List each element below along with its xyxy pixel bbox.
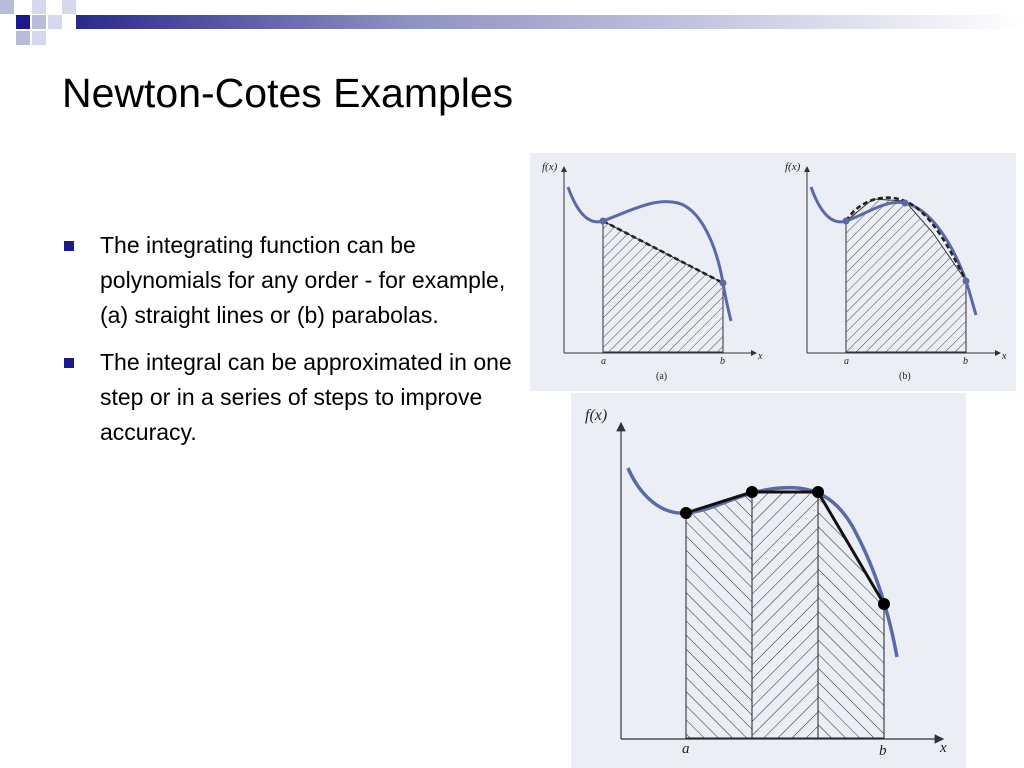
panel-b (785, 161, 1007, 382)
figure-multiple-segments (571, 393, 966, 768)
bullet-list (62, 228, 532, 462)
segment-2 (752, 492, 818, 738)
node-point (902, 200, 909, 207)
bullet-text: The integral can be approximated in one step or in a series of steps to improve accuracy. (100, 349, 512, 445)
header-decoration (0, 0, 1024, 50)
node-point (963, 278, 970, 285)
a-label: a (844, 356, 849, 367)
caption-a: (a) (656, 371, 668, 382)
b-label: b (720, 356, 725, 367)
bullet-item (62, 345, 532, 450)
bullet-text: The integrating function can be polynomials for any order - for example, (a) straight lines or (b) parabolas. (100, 232, 506, 328)
hatched-area-a (603, 221, 723, 352)
node-point (680, 507, 692, 519)
square-bullet-icon (64, 358, 74, 368)
node-point (878, 598, 890, 610)
node-point (600, 218, 607, 225)
panel-a (542, 161, 763, 382)
caption-b: (b) (899, 371, 911, 382)
hatched-area-b (846, 199, 966, 352)
bullet-item (62, 228, 532, 333)
y-axis-label: f(x) (542, 161, 558, 173)
x-axis-label: x (940, 740, 947, 756)
b-label: b (879, 743, 887, 759)
a-label: a (682, 741, 690, 757)
slide-title: Newton-Cotes Examples (62, 70, 514, 116)
segment-1 (686, 492, 752, 738)
y-axis-label: f(x) (785, 161, 801, 173)
node-point (720, 280, 727, 287)
node-point (843, 218, 850, 225)
figure-newton-cotes-a-b (530, 153, 1016, 391)
a-label: a (601, 356, 606, 367)
square-bullet-icon (64, 241, 74, 251)
y-axis-label: f(x) (585, 407, 608, 424)
segment-3 (818, 492, 884, 738)
b-label: b (963, 356, 968, 367)
x-axis-label: x (758, 351, 763, 362)
node-point (746, 486, 758, 498)
x-axis-label: x (1002, 351, 1007, 362)
node-point (812, 486, 824, 498)
